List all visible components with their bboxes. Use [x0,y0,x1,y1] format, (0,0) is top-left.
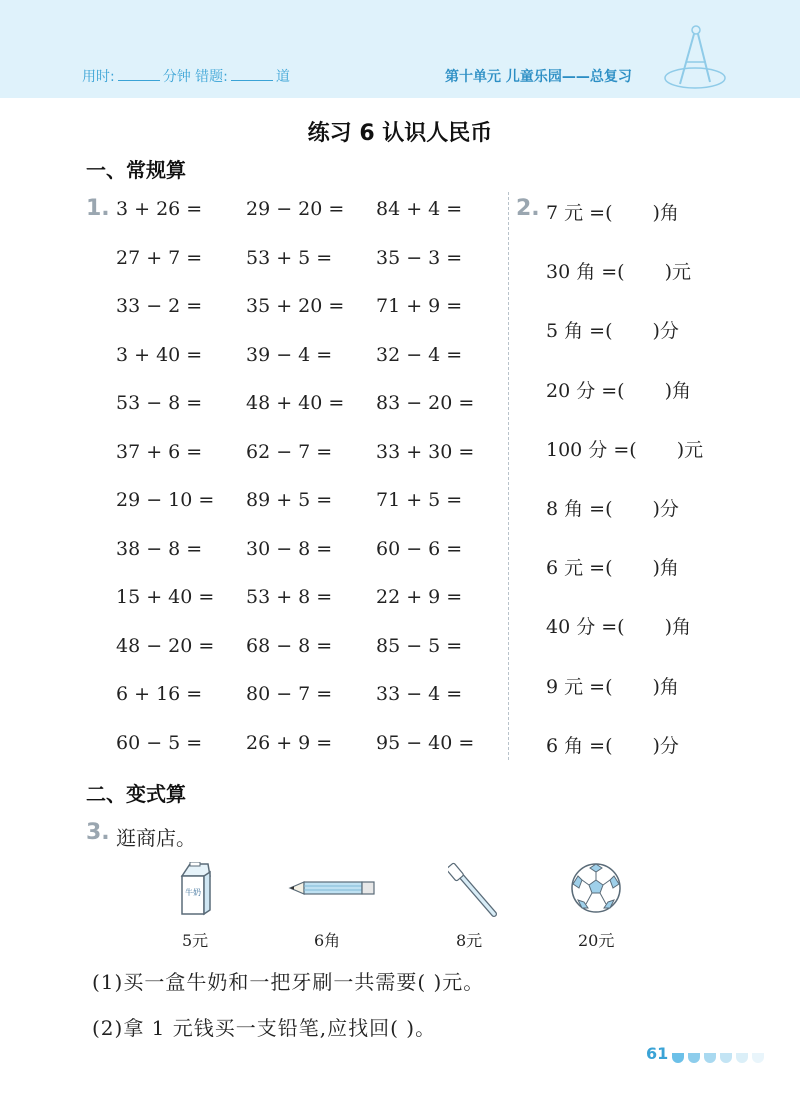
arithmetic-item: 71 + 9 = [376,295,463,317]
time-error-record [82,66,290,86]
page-header [0,0,800,98]
decor-dot [704,1053,716,1063]
arithmetic-item: 3 + 26 = [116,198,203,220]
arithmetic-item: 38 − 8 = [116,537,203,560]
conversion-right: )角 [664,379,692,402]
arithmetic-item: 29 − 20 = [246,198,345,220]
conversion-right: )元 [664,261,692,284]
errors-label: 错题: [195,69,228,85]
conversion-item [546,376,691,403]
arithmetic-item: 32 − 4 = [376,343,463,366]
conversion-left: 20 分 =( [546,379,625,402]
arithmetic-item: 26 + 9 = [246,731,333,754]
conversion-left: 6 元 =( [546,557,613,580]
arithmetic-item: 83 − 20 = [376,392,475,414]
conversion-item [546,672,679,699]
question-3-number: 3. [86,820,110,845]
arithmetic-item: 71 + 5 = [376,489,463,511]
time-label: 用时: [82,69,115,85]
conversion-item [546,612,691,639]
arithmetic-item: 35 − 3 = [376,246,463,269]
arithmetic-item: 60 − 6 = [376,537,463,560]
decor-dot [672,1053,684,1063]
column-divider [508,192,509,760]
question-3-text: 逛商店。 [116,826,196,850]
conversion-item [546,435,703,462]
arithmetic-item: 53 + 8 = [246,586,333,608]
arithmetic-item: 80 − 7 = [246,683,333,705]
arithmetic-item: 33 − 2 = [116,295,203,317]
sub-question-1: (1)买一盒牛奶和一把牙刷一共需要( )元。 [92,970,485,994]
sub-question-2: (2)拿 1 元钱买一支铅笔,应找回( )。 [92,1016,437,1040]
arithmetic-item: 85 − 5 = [376,634,463,657]
arithmetic-item: 37 + 6 = [116,440,203,463]
conversion-left: 100 分 =( [546,438,637,461]
page-decor-dots [672,1048,768,1067]
arithmetic-item: 84 + 4 = [376,198,463,220]
compass-icon [660,22,730,94]
arithmetic-item: 29 − 10 = [116,489,215,511]
conversion-right: )角 [664,616,692,639]
arithmetic-item: 15 + 40 = [116,586,215,608]
milk-price: 5元 [182,931,209,950]
conversion-left: 40 分 =( [546,616,625,639]
decor-dot [736,1053,748,1063]
toothbrush-icon [448,862,500,918]
arithmetic-item: 95 − 40 = [376,731,475,754]
milk-item [176,862,216,916]
conversion-right: )分 [652,734,679,757]
arithmetic-item: 6 + 16 = [116,683,203,705]
pencil-price: 6角 [314,931,341,950]
arithmetic-item: 68 − 8 = [246,634,333,657]
question-1-number: 1. [86,196,110,221]
arithmetic-item: 62 − 7 = [246,440,333,463]
arithmetic-item: 22 + 9 = [376,586,463,608]
conversion-item [546,494,679,521]
conversion-left: 6 角 =( [546,734,613,757]
conversion-item [546,316,679,343]
arithmetic-item: 27 + 7 = [116,246,203,269]
arithmetic-item: 33 + 30 = [376,440,475,463]
decor-dot [752,1053,764,1063]
pencil-item [288,878,376,898]
toothbrush-price: 8元 [456,931,483,950]
conversion-left: 5 角 =( [546,320,613,343]
conversion-item [546,731,679,758]
conversion-right: )分 [652,320,679,343]
section-heading-regular: 一、常规算 [86,158,186,182]
conversion-left: 30 角 =( [546,261,625,284]
decor-dot [688,1053,700,1063]
minute-unit: 分钟 [162,69,191,85]
arithmetic-item: 39 − 4 = [246,343,333,366]
question-unit: 道 [275,69,290,85]
soccer-ball-price: 20元 [578,931,615,950]
question-2-number: 2. [516,196,540,221]
conversion-left: 8 角 =( [546,498,613,520]
arithmetic-item: 3 + 40 = [116,343,203,366]
arithmetic-item: 35 + 20 = [246,295,345,317]
arithmetic-item: 53 − 8 = [116,392,203,414]
conversion-left: 7 元 =( [546,202,613,224]
page-title: 练习 6 认识人民币 [307,121,493,146]
soccer-ball-icon [570,862,622,914]
conversion-item [546,553,679,580]
conversion-right: )角 [652,557,679,580]
arithmetic-item: 33 − 4 = [376,683,463,705]
arithmetic-item: 89 + 5 = [246,489,333,511]
decor-dot [720,1053,732,1063]
conversion-right: )角 [652,675,679,698]
milk-carton-icon [176,862,216,916]
conversion-item [546,257,691,284]
conversion-item [546,198,679,225]
conversion-right: )元 [676,438,704,461]
errors-blank[interactable] [231,66,273,81]
conversion-left: 9 元 =( [546,675,613,698]
section-heading-variant: 二、变式算 [86,782,186,806]
time-blank[interactable] [118,66,160,81]
arithmetic-item: 30 − 8 = [246,537,333,560]
arithmetic-item: 48 + 40 = [246,392,345,414]
milk-label: 牛奶 [185,888,201,897]
conversion-right: )角 [652,202,679,224]
toothbrush-item [448,862,500,918]
pencil-icon [288,878,376,898]
conversion-right: )分 [652,498,679,520]
arithmetic-item: 53 + 5 = [246,246,333,269]
page-number: 61 [646,1044,669,1063]
unit-title: 第十单元 儿童乐园——总复习 [445,69,632,85]
soccer-ball-item [570,862,622,914]
arithmetic-item: 60 − 5 = [116,731,203,754]
arithmetic-item: 48 − 20 = [116,634,215,657]
